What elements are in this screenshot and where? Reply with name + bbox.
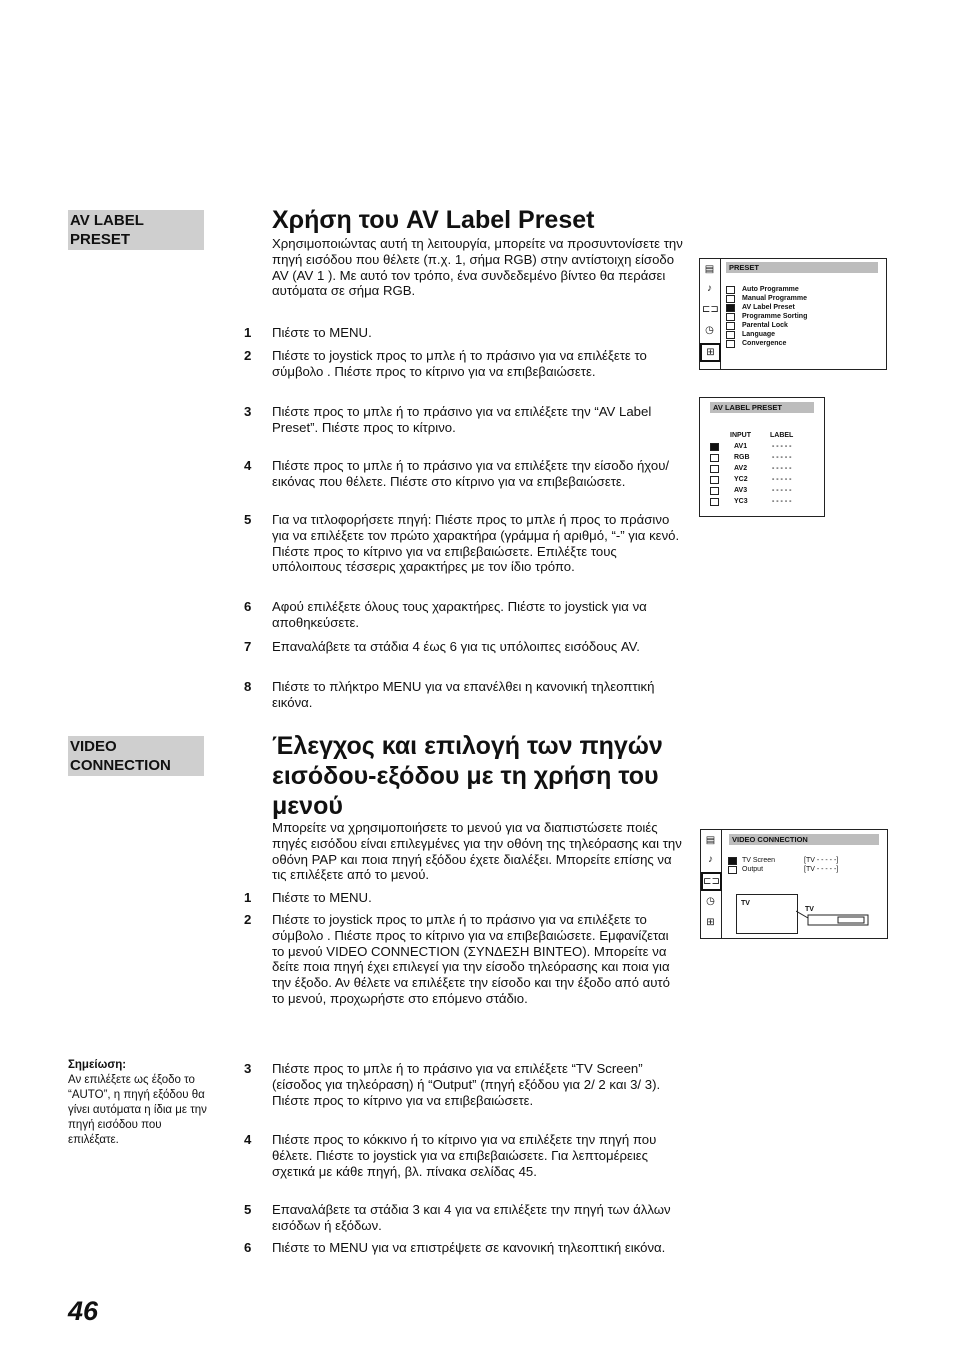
checkbox (710, 498, 719, 506)
av-label-preset-screen (699, 397, 825, 517)
checkbox (726, 340, 735, 348)
note-block (68, 1058, 208, 1148)
section-title-line-3: μενού (272, 792, 343, 820)
timer-icon: ◷ (706, 896, 715, 907)
tv-screen-label: TV Screen (742, 857, 776, 864)
col-input-header: INPUT (730, 432, 751, 439)
checkbox (710, 487, 719, 495)
checkbox-selected (726, 304, 735, 312)
menu-item-convergence: Convergence (742, 340, 787, 347)
checkbox (710, 476, 719, 484)
checkbox (710, 465, 719, 473)
checkbox-selected (710, 443, 719, 451)
tv-screen-diagram (736, 894, 798, 934)
intro-paragraph-video: Μπορείτε να χρησιμοποιήσετε το μενού για να διαπιστώσετε ποιές πηγές εισόδου είναι επιλεγμένες για την οθόνη της τηλεόρασης και την οθόνη PAP και ποια πηγή εξόδου έχετε διαλέξει. Μπορείτε επίσης να τις επιλέξετε από το μενού. (272, 820, 682, 883)
label-rgb: - - - - - (772, 454, 792, 461)
tv-screen-value: [TV - - - - -] (804, 857, 839, 864)
checkbox (728, 866, 737, 874)
input-yc2: YC2 (734, 476, 748, 483)
input-av1: AV1 (734, 443, 748, 450)
checkbox (726, 313, 735, 321)
timer-icon: ◷ (705, 325, 714, 336)
av-label-menu-title: AV LABEL PRESET (710, 402, 814, 413)
sound-icon: ♪ (708, 854, 713, 865)
preset-menu-title: PRESET (726, 262, 878, 273)
label-yc2: - - - - - (772, 476, 792, 483)
preset-icon: ⊞ (706, 917, 715, 928)
note-text: Αν επιλέξετε ως έξοδο το “AUTO”, η πηγή εξόδου θα γίνει αυτόματα η ίδια με την πηγή εισόδου που επιλέξατε. (68, 1074, 207, 1146)
side-label-video-connection: VIDEO CONNECTION (68, 736, 204, 776)
tv-output-label: TV (805, 906, 814, 913)
menu-item-parental-lock: Parental Lock (742, 322, 788, 329)
intro-paragraph-av-label: Χρησιμοποιώντας αυτή τη λειτουργία, μπορείτε να προσυντονίσετε την πηγή εισόδου που θέλετε (π.χ. 1, σήμα RGB) στην αντίστοιχη είσοδο AV (AV 1 ). Με αυτό τον τρόπο, ένα συνδεδεμένο βίντεο θα περάσει αυτόματα σε σήμα RGB. (272, 236, 683, 299)
output-label: Output (742, 866, 764, 873)
col-label-header: LABEL (770, 432, 794, 439)
label-av2: - - - - - (772, 465, 792, 472)
output-arrow-diagram (796, 908, 876, 928)
tv-main-label: TV (741, 900, 750, 907)
preset-icon: ⊞ (700, 343, 721, 362)
input-av3: AV3 (734, 487, 748, 494)
menu-item-programme-sorting: Programme Sorting (742, 313, 808, 320)
menu-item-av-label-preset: AV Label Preset (742, 304, 795, 311)
checkbox (726, 286, 735, 294)
menu-item-manual-programme: Manual Programme (742, 295, 807, 302)
section-title-av-label-preset: Χρήση του AV Label Preset (272, 206, 595, 234)
preset-menu-screen (699, 258, 887, 370)
section-title-line-1: Έλεγχος και επιλογή των πηγών (272, 732, 663, 760)
video-connection-icon: ⊏⊐ (701, 872, 722, 891)
checkbox-selected (728, 857, 737, 865)
checkbox (726, 295, 735, 303)
menu-item-language: Language (742, 331, 776, 338)
label-yc3: - - - - - (772, 498, 792, 505)
input-yc3: YC3 (734, 498, 748, 505)
menu-item-auto-programme: Auto Programme (742, 286, 799, 293)
label-av3: - - - - - (772, 487, 792, 494)
video-menu-title: VIDEO CONNECTION (729, 834, 879, 845)
note-title: Σημείωση: (68, 1059, 127, 1071)
input-av2: AV2 (734, 465, 748, 472)
picture-icon: ▤ (705, 835, 716, 846)
menu-icon-column (701, 830, 722, 938)
section-title-line-2: εισόδου-εξόδου με τη χρήση του (272, 762, 659, 790)
label-av1: - - - - - (772, 443, 792, 450)
page-number: 46 (68, 1296, 99, 1326)
menu-icon-column (700, 259, 721, 369)
picture-icon: ▤ (704, 264, 715, 275)
checkbox (726, 331, 735, 339)
input-rgb: RGB (734, 454, 750, 461)
sound-icon: ♪ (707, 283, 712, 294)
side-label-av-label-preset: AV LABEL PRESET (68, 210, 204, 250)
output-value: [TV - - - - -] (804, 866, 839, 873)
checkbox (726, 322, 735, 330)
video-connection-screen (700, 829, 888, 939)
checkbox (710, 454, 719, 462)
video-connection-icon: ⊏⊐ (702, 304, 719, 315)
